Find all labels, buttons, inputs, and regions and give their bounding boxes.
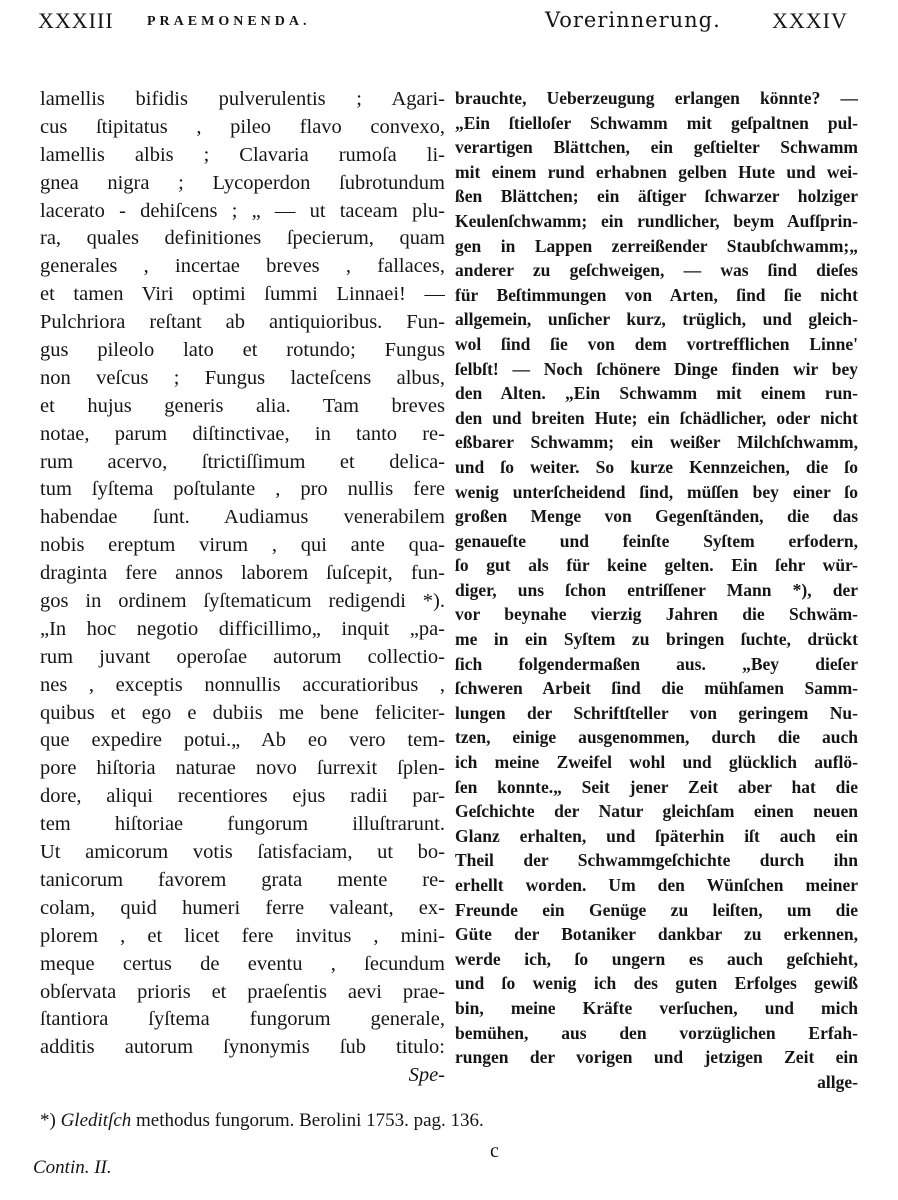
german-text-column (455, 86, 858, 1094)
footnote (40, 1110, 484, 1132)
text-line: Geſchichte der Natur gleichſam einen neuen (455, 801, 858, 822)
text-line: ſtantiora ſyſtema fungorum generale, (40, 1008, 445, 1031)
footnote-marker: *) (40, 1110, 56, 1131)
text-line: diger, uns ſchon entriſſener Mann *), der (455, 579, 858, 600)
bottom-note: Contin. II. (33, 1157, 112, 1178)
text-line: gnea nigra ; Lycoperdon ſubrotundum (40, 171, 445, 194)
text-line: bin, meine Kräfte verſuchen, und mich (455, 997, 858, 1018)
signature-mark: c (490, 1140, 499, 1162)
latin-text-column (40, 86, 445, 1090)
text-line: gen in Lappen zerreißender Staubſchwamm;„ (455, 235, 858, 256)
right-running-title: Vorerinnerung. (545, 8, 721, 32)
text-line: tem hiſtoriae fungorum illuſtrarunt. (40, 813, 445, 836)
text-line: Pulchriora reſtant ab antiquioribus. Fun- (40, 311, 445, 334)
text-line: anderer zu geſchweigen, — was ſind dieſes (455, 260, 858, 281)
text-line: brauchte, Ueberzeugung erlangen könnte? — (455, 88, 858, 108)
text-line: für Beſtimmungen von Arten, ſind ſie nicht (455, 284, 858, 305)
text-line: lungen der Schriftſteller von geringem Nu- (455, 702, 858, 723)
catchword: Spe- (408, 1064, 445, 1087)
text-line: obſervata prioris et praeſentis aevi prae- (40, 980, 445, 1003)
text-line: lacerato - dehiſcens ; „ — ut taceam plu- (40, 199, 445, 222)
text-line: ra, quales definitiones ſpecierum, quam (40, 227, 445, 250)
text-line: Freunde ein Genüge zu leiſten, um die (455, 899, 858, 920)
text-line: pore hiſtoria naturae novo ſurrexit ſplen- (40, 757, 445, 780)
text-line: nobis ereptum virum , qui ante qua- (40, 534, 445, 557)
text-line: und ſo weiter. So kurze Kennzeichen, die ſo (455, 456, 858, 477)
text-line: werde ich, ſo ungern es auch geſchieht, (455, 948, 858, 969)
text-line: et tamen Viri optimi ſummi Linnaei! — (40, 283, 445, 306)
text-line: rum acervo, ſtrictiſſimum et delica- (40, 450, 445, 473)
text-line: wol ſind ſie von dem vortrefflichen Linne' (455, 333, 858, 354)
text-line: et hujus generis alia. Tam breves (40, 394, 445, 417)
text-line: ſich folgendermaßen aus. „Bey dieſer (455, 653, 858, 674)
text-line: vor beynahe vierzig Jahren die Schwäm- (455, 604, 858, 625)
text-line: me in ein Syſtem zu bringen ſuchte, drückt (455, 629, 858, 650)
footnote-text: methodus fungorum. Berolini 1753. pag. 136. (136, 1110, 484, 1131)
text-line: tum ſyſtema poſtulante , pro nullis fere (40, 478, 445, 501)
text-line: gus pileolo lato et rotundo; Fungus (40, 339, 445, 362)
text-line: additis autorum ſynonymis ſub titulo: (40, 1036, 445, 1059)
text-line: nes , exceptis nonnullis accuratioribus , (40, 673, 445, 696)
text-line: colam, quid humeri ferre valeant, ex- (40, 896, 445, 919)
text-line: wenig unterſcheidend ſind, müſſen bey einer ſo (455, 481, 858, 502)
text-line: ſo gut als für keine gelten. Ein ſehr wür- (455, 555, 858, 576)
catchword: allge- (817, 1071, 858, 1092)
text-line: ſchweren Arbeit ſind die mühſamen Samm- (455, 678, 858, 699)
text-line: tzen, einige ausgenommen, durch die auch (455, 727, 858, 748)
text-line: notae, parum diſtinctivae, in tanto re- (40, 422, 445, 445)
text-line: genaueſte und feinſte Syſtem erfodern, (455, 530, 858, 551)
text-line: allgemein, unſicher kurz, trüglich, und gleich- (455, 309, 858, 330)
text-line: ich meine Zweifel wohl und glücklich auflö- (455, 752, 858, 773)
text-line: lamellis albis ; Clavaria rumoſa li- (40, 143, 445, 166)
text-line: eßbarer Schwamm; ein weißer Milchſchwamm, (455, 432, 858, 453)
text-line: den und breiten Hute; ein ſchädlicher, oder nicht (455, 407, 858, 428)
text-line: rum juvant operoſae autorum collectio- (40, 645, 445, 668)
text-line: gos in ordinem ſyſtematicum redigendi *). (40, 590, 445, 613)
text-line: plorem , et licet fere invitus , mini- (40, 924, 445, 947)
left-page-number: XXXIII (38, 8, 114, 33)
text-line: ſen konnte.„ Seit jener Zeit aber hat die (455, 776, 858, 797)
text-line: verartigen Blättchen, ein geſtielter Schwamm (455, 137, 858, 158)
text-line: non veſcus ; Fungus lacteſcens albus, (40, 366, 445, 389)
text-line: bemühen, aus den vorzüglichen Erfah- (455, 1022, 858, 1043)
text-line: generales , incertae breves , fallaces, (40, 255, 445, 278)
text-line: quibus et ego e dubiis me bene feliciter- (40, 701, 445, 724)
text-line: ſelbſt! — Noch ſchönere Dinge finden wir bey (455, 358, 858, 379)
text-line: mit einem rund erhabnen gelben Hute und wei- (455, 161, 858, 182)
text-line: lamellis bifidis pulverulentis ; Agari- (40, 88, 445, 110)
text-line: que expedire potui.„ Ab eo vero tem- (40, 729, 445, 752)
text-line: meque certus de eventu , ſecundum (40, 952, 445, 975)
text-line: großen Menge von Gegenſtänden, die das (455, 506, 858, 527)
left-running-title: PRAEMONENDA. (147, 14, 311, 29)
text-line: rungen der vorigen und jetzigen Zeit ein (455, 1047, 858, 1068)
text-line: Güte der Botaniker dankbar zu erkennen, (455, 924, 858, 945)
text-line: Ut amicorum votis ſatisfaciam, ut bo- (40, 841, 445, 864)
right-page-number: XXXIV (772, 8, 848, 33)
text-line: Keulenſchwamm; ein rundlicher, beym Aufſprin- (455, 210, 858, 231)
text-line: „Ein ſtielloſer Schwamm mit geſpaltnen pul- (455, 112, 858, 133)
text-line: cus ſtipitatus , pileo flavo convexo, (40, 115, 445, 138)
text-line: den Alten. „Ein Schwamm mit einem run- (455, 383, 858, 404)
text-line: erhellt worden. Um den Wünſchen meiner (455, 875, 858, 895)
text-line: und ſo wenig ich des guten Erfolges gewiß (455, 973, 858, 994)
text-line: dore, aliqui recentiores ejus radii par- (40, 785, 445, 808)
text-line: habendae ſunt. Audiamus venerabilem (40, 506, 445, 529)
text-line: draginta fere annos laborem ſuſcepit, fun- (40, 562, 445, 585)
text-line: Theil der Schwammgeſchichte durch ihn (455, 850, 858, 871)
text-line: „In hoc negotio difficillimo„ inquit „pa- (40, 617, 445, 640)
footnote-author: Gleditſch (60, 1110, 132, 1131)
text-line: ßen Blättchen; ein äſtiger ſchwarzer holziger (455, 186, 858, 207)
text-line: tanicorum favorem grata mente re- (40, 868, 445, 891)
text-line: Glanz erhalten, und ſpäterhin iſt auch ein (455, 825, 858, 846)
